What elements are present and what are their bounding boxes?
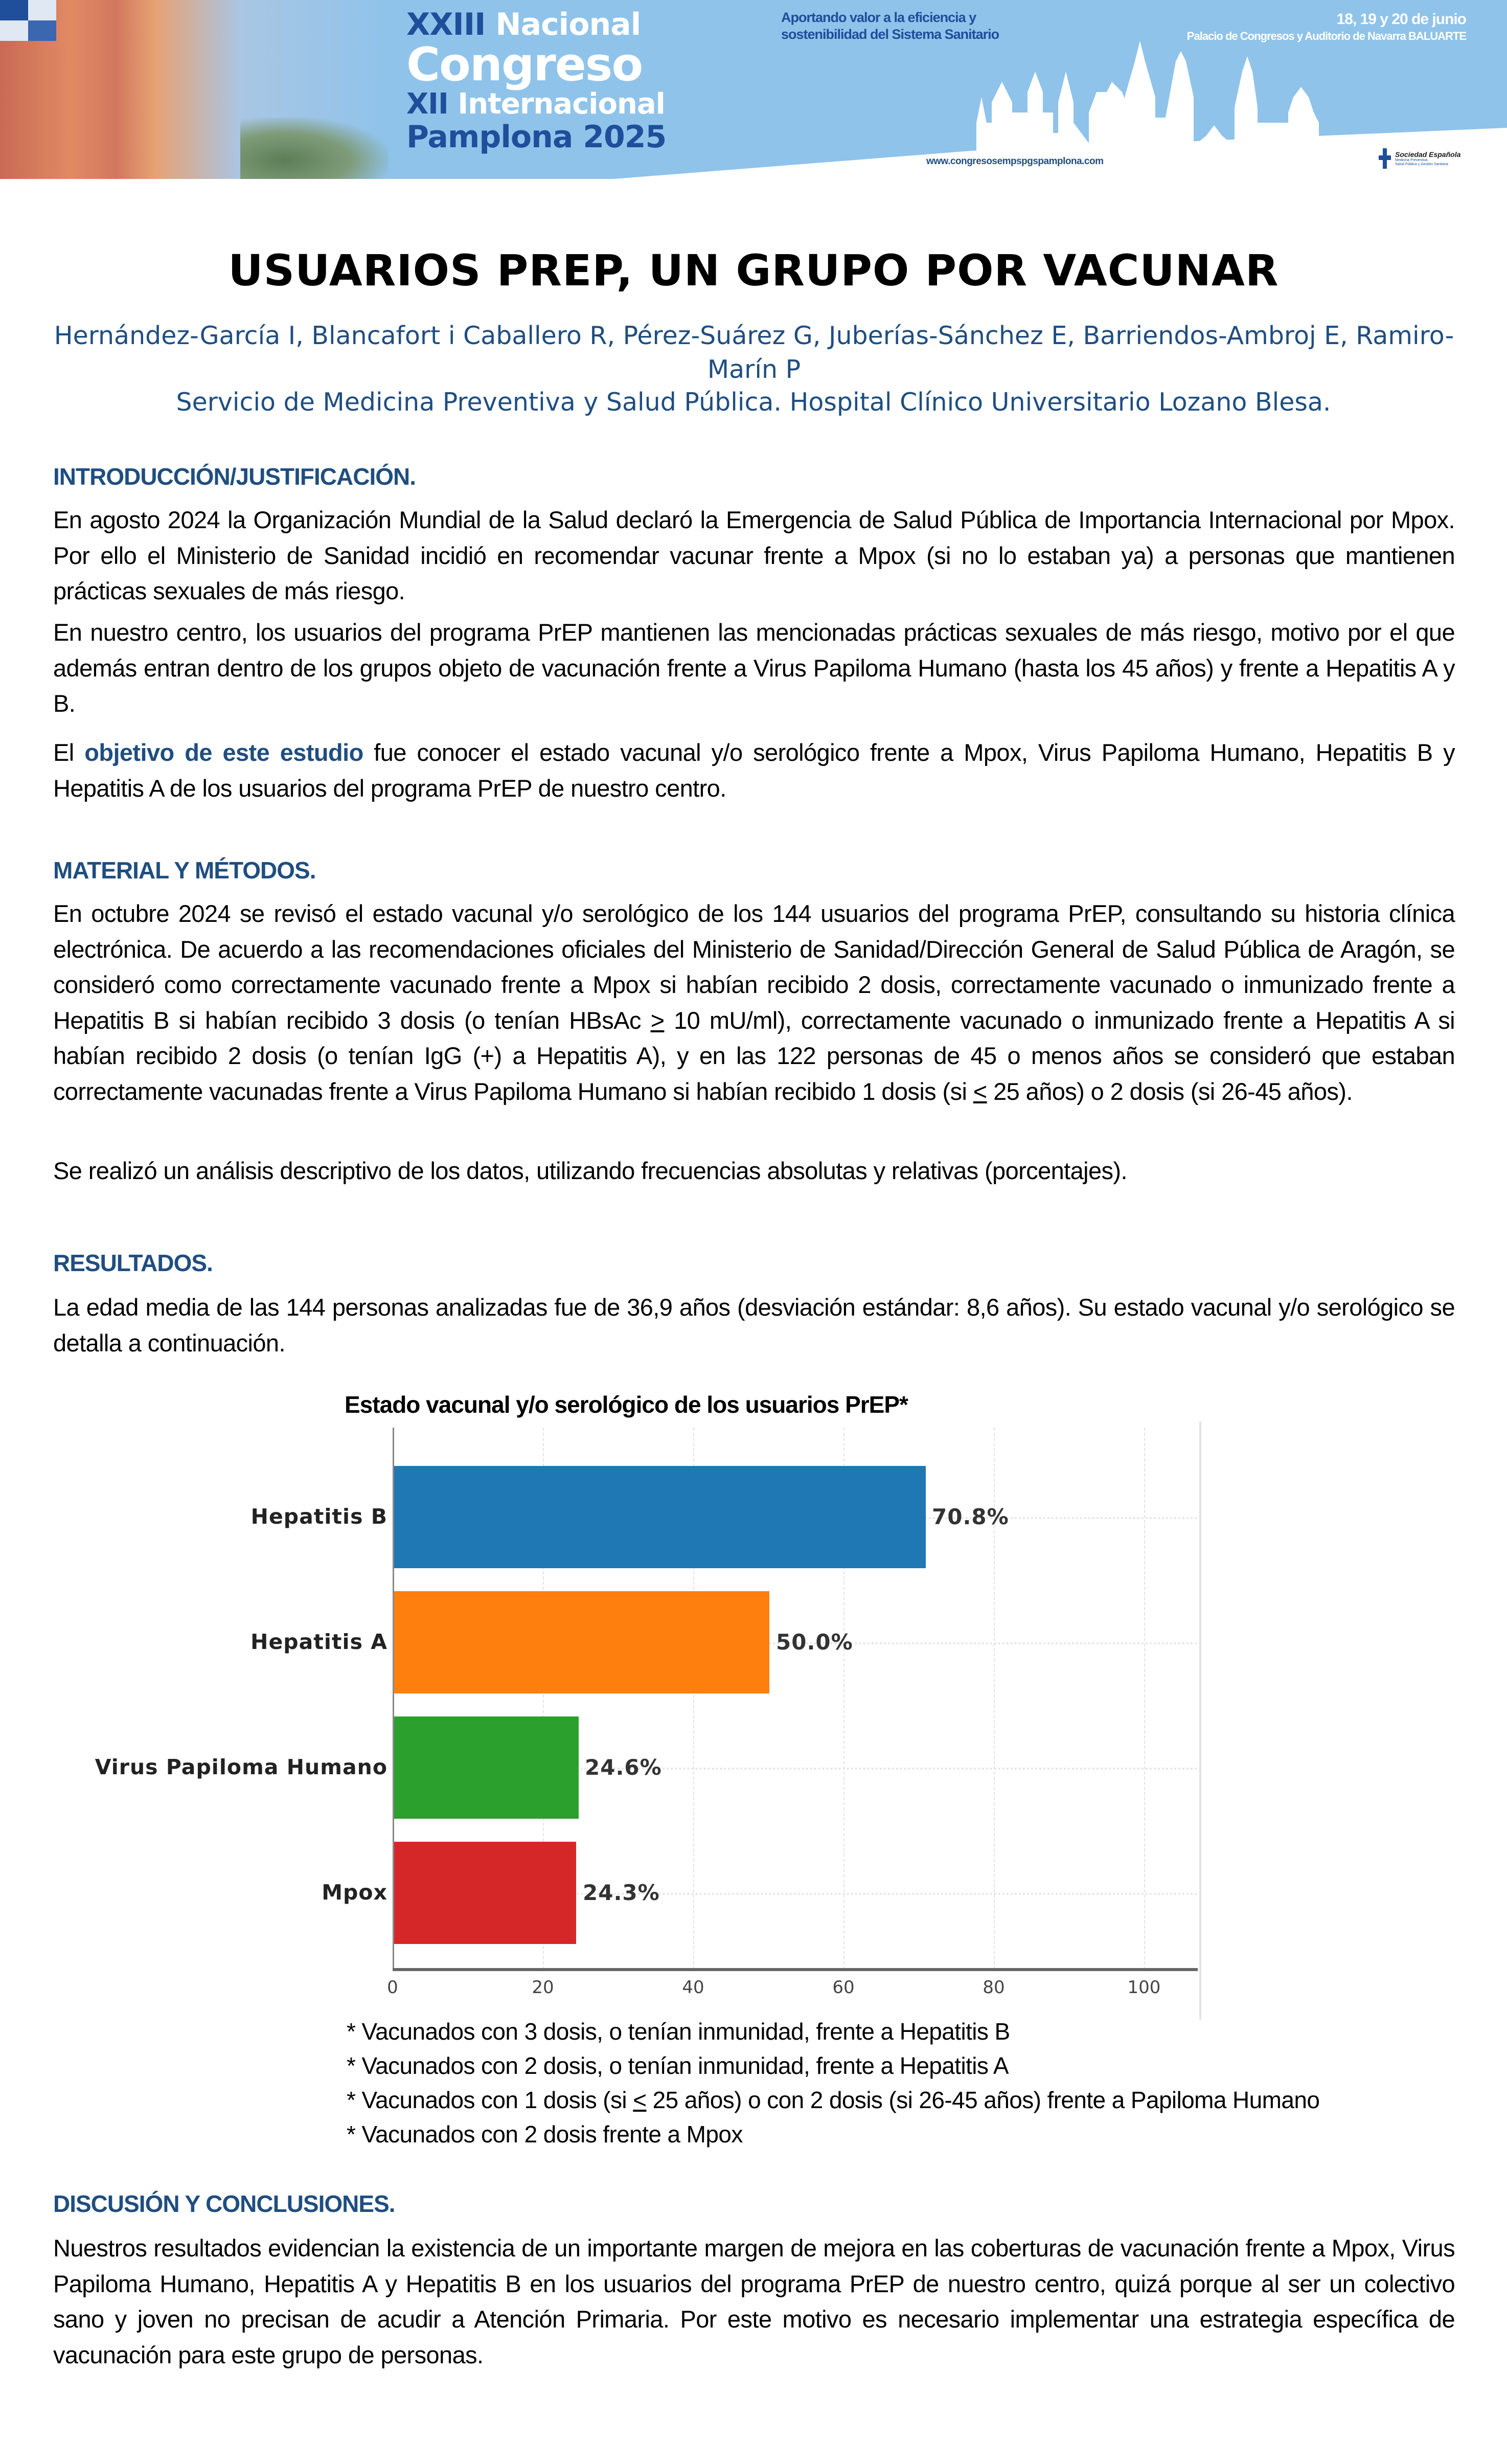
value-label-hepatitis-a: 50.0% bbox=[776, 1630, 853, 1655]
le-symbol: < bbox=[973, 1077, 987, 1105]
chart-image-border bbox=[1199, 1421, 1201, 2020]
heading-introduccion: INTRODUCCIÓN/JUSTIFICACIÓN. bbox=[53, 463, 416, 490]
congress-label: Congreso bbox=[406, 38, 643, 92]
tagline-line-2: sostenibilidad del Sistema Sanitario bbox=[781, 26, 999, 42]
footnote-vph-text-b: 25 años) o con 2 dosis (si 26-45 años) frente a Papiloma Humano bbox=[646, 2087, 1320, 2113]
ge-symbol: > bbox=[650, 1006, 665, 1034]
footnote-hepatitis-a: * Vacunados con 2 dosis, o tenían inmunidad, frente a Hepatitis A bbox=[347, 2052, 1009, 2079]
intro-paragraph-2: En nuestro centro, los usuarios del programa PrEP mantienen las mencionadas prácticas sexuales de más riesgo, motivo por el que además entran dentro de los grupos objeto de vacunación frente a Virus Papiloma Humano (hasta los 45 años) y frente a Hepatitis A y B. bbox=[53, 619, 1455, 717]
x-tick-0: 0 bbox=[387, 1977, 398, 1998]
x-tick-20: 20 bbox=[532, 1977, 554, 1998]
x-axis-line bbox=[393, 1968, 1198, 1971]
bar-mpox bbox=[394, 1842, 576, 1944]
footnote-mpox: * Vacunados con 2 dosis frente a Mpox bbox=[347, 2121, 743, 2147]
congress-city-year: Pamplona 2025 bbox=[406, 119, 667, 155]
intro-paragraph-objective bbox=[53, 735, 1455, 806]
methods-text-a: En octubre 2024 se revisó el estado vacunal y/o serológico de los 144 usuarios del programa PrEP, consultando su historia clínica electrónica. De acuerdo a las recomendaciones oficiales del Ministerio de Sanidad/Dirección General de Salud Pública de Aragón, se consideró como correctamente vacunado frente a Mpox si habían recibido 2 dosis, correctamente vacunado o inmunizado frente a Hepatitis B si habían recibido 3 dosis (o tenían HBsAc bbox=[53, 900, 1455, 1034]
methods-text-b: 10 mU/ml), correctamente vacunado o inmunizado frente a Hepatitis A si habían recibido 2 dosis (o tenían IgG (+) a Hepatitis A), y en las 122 personas de 45 o menos años se consideró que estaban correctamente vacunadas frente a Virus Papiloma Humano si habían recibido 1 dosis (si bbox=[53, 1006, 1455, 1105]
society-subtitle-2: Salud Pública y Gestión Sanitaria bbox=[1395, 162, 1448, 166]
x-tick-80: 80 bbox=[983, 1977, 1005, 1998]
footnote-hepatitis-b: * Vacunados con 3 dosis, o tenían inmunidad, frente a Hepatitis B bbox=[347, 2018, 1010, 2045]
heading-discusion-conclusiones: DISCUSIÓN Y CONCLUSIONES. bbox=[53, 2190, 395, 2217]
value-label-mpox: 24.3% bbox=[583, 1880, 660, 1905]
congress-venue: Palacio de Congresos y Auditorio de Navarra BALUARTE bbox=[1186, 30, 1466, 42]
results-paragraph: La edad media de las 144 personas analizadas fue de 36,9 años (desviación estándar: 8,6 años). Su estado vacunal y/o serológico se detalla a continuación. bbox=[53, 1294, 1455, 1357]
value-label-vph: 24.6% bbox=[585, 1755, 662, 1780]
author-list: Hernández-García I, Blancafort i Caballero R, Pérez-Suárez G, Juberías-Sánchez E, Barriendos-Ambroj E, Ramiro-Marín P bbox=[54, 321, 1454, 384]
x-tick-60: 60 bbox=[832, 1977, 855, 1998]
congress-national-label: Nacional bbox=[495, 7, 641, 42]
cross-logo-icon bbox=[1379, 148, 1391, 169]
footnote-vph-text-a: * Vacunados con 1 dosis (si bbox=[347, 2087, 633, 2113]
congress-tagline bbox=[781, 9, 999, 43]
congress-name bbox=[406, 7, 667, 155]
chart-plot-area bbox=[95, 1428, 1198, 1998]
gridline-x-100 bbox=[1144, 1428, 1145, 1970]
x-tick-40: 40 bbox=[682, 1977, 704, 1998]
intro-paragraph-1: En agosto 2024 la Organización Mundial de la Salud declaró la Emergencia de Salud Pública de Importancia Internacional por Mpox. Por ello el Ministerio de Sanidad incidió en recomendar vacunar frente a Mpox (si no lo estaban ya) a personas que mantienen prácticas sexuales de más riesgo. bbox=[53, 506, 1455, 604]
heading-material-metodos: MATERIAL Y MÉTODOS. bbox=[53, 857, 316, 884]
congress-website-link[interactable]: www.congresosempspgspamplona.com bbox=[926, 156, 1104, 167]
bar-hepatitis-b bbox=[394, 1466, 926, 1568]
congress-dates-venue bbox=[1187, 9, 1466, 44]
category-label-vph: Virus Papiloma Humano bbox=[95, 1755, 387, 1779]
vaccination-status-bar-chart bbox=[51, 1391, 1201, 2020]
congress-edition-national: XXIII bbox=[406, 7, 486, 42]
heading-resultados: RESULTADOS. bbox=[53, 1250, 213, 1276]
discussion-paragraph: Nuestros resultados evidencian la existencia de un importante margen de mejora en las coberturas de vacunación frente a Mpox, Virus Papiloma Humano, Hepatitis A y Hepatitis B en los usuarios del programa PrEP de nuestro centro, quizá porque al ser un colectivo sano y joven no precisan de acudir a Atención Primaria. Por este motivo es necesario implementar una estrategia específica de vacunación para este grupo de personas. bbox=[53, 2234, 1455, 2368]
congress-international-label: Internacional bbox=[458, 87, 665, 121]
category-label-hepatitis-a: Hepatitis A bbox=[250, 1630, 387, 1654]
methods-text-c: 25 años) o 2 dosis (si 26-45 años). bbox=[987, 1077, 1353, 1105]
y-axis-line bbox=[393, 1428, 394, 1970]
objective-highlight: objetivo de este estudio bbox=[84, 739, 363, 766]
objective-prefix: El bbox=[53, 739, 85, 766]
x-tick-100: 100 bbox=[1127, 1977, 1161, 1998]
congress-edition-international: XII bbox=[406, 87, 448, 121]
chart-footnotes bbox=[347, 2015, 1319, 2152]
poster-title: USUARIOS PREP, UN GRUPO POR VACUNAR bbox=[228, 245, 1279, 296]
methods-paragraph-1 bbox=[53, 896, 1455, 1109]
objective-text: fue conocer el estado vacunal y/o serológico frente a Mpox, Virus Papiloma Humano, Hepatitis B y Hepatitis A de los usuarios del programa PrEP de nuestro centro. bbox=[53, 739, 1455, 802]
category-label-mpox: Mpox bbox=[322, 1880, 387, 1905]
congress-dates: 18, 19 y 20 de junio bbox=[1336, 11, 1466, 28]
congress-banner bbox=[0, 0, 1507, 179]
bar-hepatitis-a bbox=[394, 1591, 769, 1693]
value-label-hepatitis-b: 70.8% bbox=[932, 1504, 1009, 1529]
category-label-hepatitis-b: Hepatitis B bbox=[250, 1504, 387, 1529]
le-symbol: < bbox=[633, 2087, 647, 2113]
society-logo bbox=[1379, 148, 1460, 169]
tagline-line-1: Aportando valor a la eficiencia y bbox=[781, 10, 976, 25]
footnote-vph bbox=[347, 2083, 1319, 2117]
bar-virus-papiloma-humano bbox=[394, 1716, 579, 1819]
society-subtitle-1: Medicina Preventiva, bbox=[1395, 159, 1428, 162]
methods-paragraph-2: Se realizó un análisis descriptivo de los datos, utilizando frecuencias absolutas y relativas (porcentajes). bbox=[53, 1157, 1127, 1184]
society-name: Sociedad Española bbox=[1395, 150, 1461, 159]
affiliation: Servicio de Medicina Preventiva y Salud Pública. Hospital Clínico Universitario Lozano Blesa. bbox=[176, 388, 1331, 417]
chart-title: Estado vacunal y/o serológico de los usuarios PrEP* bbox=[345, 1391, 908, 1418]
